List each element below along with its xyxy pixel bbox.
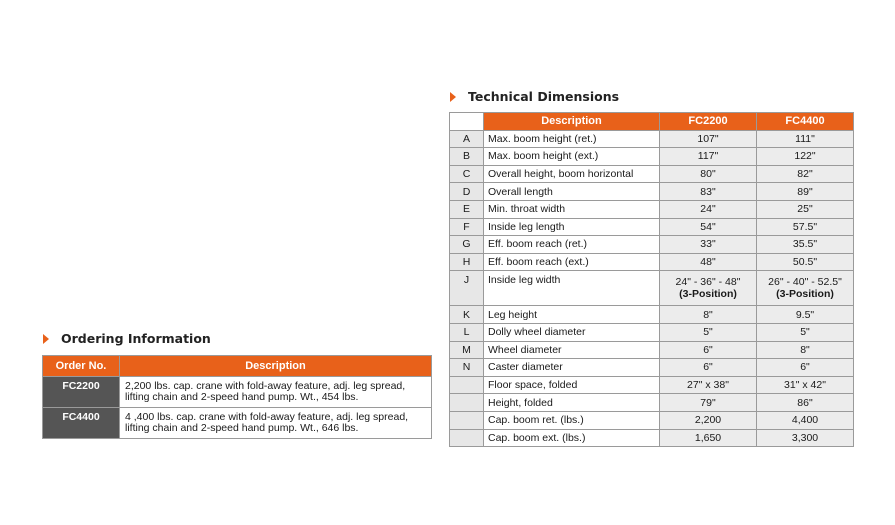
bullet-icon <box>43 334 49 344</box>
row-fc4400-value: 25" <box>757 200 854 218</box>
order-number: FC4400 <box>43 408 120 439</box>
table-row <box>450 200 854 218</box>
row-letter: D <box>450 183 484 201</box>
table-row <box>450 253 854 271</box>
row-fc4400-value: 3,300 <box>757 429 854 447</box>
row-fc2200-value: 54" <box>660 218 757 236</box>
row-description: Floor space, folded <box>484 376 660 394</box>
table-row <box>450 323 854 341</box>
header-fc4400: FC4400 <box>757 113 854 131</box>
row-fc4400-value: 4,400 <box>757 411 854 429</box>
row-letter: M <box>450 341 484 359</box>
order-number: FC2200 <box>43 377 120 408</box>
row-letter: A <box>450 130 484 148</box>
row-fc2200-value: 48" <box>660 253 757 271</box>
table-row <box>450 429 854 447</box>
table-row <box>450 148 854 166</box>
table-row <box>450 376 854 394</box>
row-description: Leg height <box>484 306 660 324</box>
row-fc2200-value: 6" <box>660 341 757 359</box>
row-description: Height, folded <box>484 394 660 412</box>
row-fc4400-value: 122" <box>757 148 854 166</box>
row-letter: K <box>450 306 484 324</box>
row-fc2200-value: 79" <box>660 394 757 412</box>
row-description: Wheel diameter <box>484 341 660 359</box>
row-fc4400-value: 89" <box>757 183 854 201</box>
row-fc4400-value: 6" <box>757 359 854 377</box>
technical-dimensions-table <box>449 112 854 447</box>
row-letter <box>450 394 484 412</box>
row-fc4400-value: 5" <box>757 323 854 341</box>
ordering-information-title: Ordering Information <box>61 331 211 346</box>
row-fc2200-value: 24" <box>660 200 757 218</box>
row-letter: N <box>450 359 484 377</box>
row-fc2200-value: 2,200 <box>660 411 757 429</box>
row-description: Cap. boom ext. (lbs.) <box>484 429 660 447</box>
technical-dimensions-body <box>450 130 854 447</box>
table-header-row <box>43 356 432 377</box>
row-fc4400-value: 8" <box>757 341 854 359</box>
row-description: Min. throat width <box>484 200 660 218</box>
row-fc2200-value: 117" <box>660 148 757 166</box>
row-fc2200-value: 80" <box>660 165 757 183</box>
row-fc2200-value: 8" <box>660 306 757 324</box>
row-fc4400-value <box>757 271 854 306</box>
ordering-information-table <box>42 355 432 439</box>
fc2200-position-note: (3-Position) <box>679 288 737 301</box>
table-row <box>450 165 854 183</box>
row-letter: L <box>450 323 484 341</box>
row-letter: G <box>450 236 484 254</box>
table-row <box>450 183 854 201</box>
row-fc2200-value <box>660 271 757 306</box>
table-row <box>450 306 854 324</box>
row-description: Inside leg width <box>484 271 660 306</box>
fc2200-leg-width: 24" - 36" - 48" <box>675 276 741 289</box>
row-description: Eff. boom reach (ret.) <box>484 236 660 254</box>
row-description: Dolly wheel diameter <box>484 323 660 341</box>
row-description: Eff. boom reach (ext.) <box>484 253 660 271</box>
row-letter: H <box>450 253 484 271</box>
row-fc4400-value: 31" x 42" <box>757 376 854 394</box>
row-description: Inside leg length <box>484 218 660 236</box>
row-letter: J <box>450 271 484 306</box>
header-order-no: Order No. <box>43 356 120 377</box>
row-fc4400-value: 82" <box>757 165 854 183</box>
row-letter: F <box>450 218 484 236</box>
row-letter <box>450 376 484 394</box>
table-row <box>450 394 854 412</box>
row-fc2200-value: 83" <box>660 183 757 201</box>
row-fc4400-value: 111" <box>757 130 854 148</box>
table-row <box>450 130 854 148</box>
row-letter <box>450 429 484 447</box>
table-row <box>450 218 854 236</box>
table-header-row <box>450 113 854 131</box>
fc4400-leg-width: 26" - 40" - 52.5" <box>768 276 842 289</box>
technical-dimensions-heading <box>450 89 619 104</box>
table-row <box>450 341 854 359</box>
row-letter: C <box>450 165 484 183</box>
row-letter: E <box>450 200 484 218</box>
table-row <box>450 359 854 377</box>
row-letter <box>450 411 484 429</box>
row-fc2200-value: 107" <box>660 130 757 148</box>
row-fc4400-value: 86" <box>757 394 854 412</box>
row-description: Overall length <box>484 183 660 201</box>
row-fc4400-value: 9.5" <box>757 306 854 324</box>
table-row <box>43 377 432 408</box>
bullet-icon <box>450 92 456 102</box>
table-row <box>450 411 854 429</box>
order-description: 4 ,400 lbs. cap. crane with fold-away feature, adj. leg spread, lifting chain and 2-speed hand pump. Wt., 646 lbs. <box>120 408 432 439</box>
row-description: Overall height, boom horizontal <box>484 165 660 183</box>
row-description: Max. boom height (ext.) <box>484 148 660 166</box>
header-fc2200: FC2200 <box>660 113 757 131</box>
row-fc4400-value: 57.5" <box>757 218 854 236</box>
row-fc2200-value: 1,650 <box>660 429 757 447</box>
header-letter <box>450 113 484 131</box>
fc4400-position-note: (3-Position) <box>776 288 834 301</box>
row-fc2200-value: 5" <box>660 323 757 341</box>
row-description: Cap. boom ret. (lbs.) <box>484 411 660 429</box>
technical-dimensions-title: Technical Dimensions <box>468 89 620 104</box>
row-fc2200-value: 6" <box>660 359 757 377</box>
header-description: Description <box>120 356 432 377</box>
row-description: Max. boom height (ret.) <box>484 130 660 148</box>
row-fc4400-value: 35.5" <box>757 236 854 254</box>
header-description: Description <box>484 113 660 131</box>
row-fc4400-value: 50.5" <box>757 253 854 271</box>
table-row <box>450 271 854 306</box>
table-row <box>43 408 432 439</box>
row-fc2200-value: 27" x 38" <box>660 376 757 394</box>
ordering-information-heading <box>43 331 211 346</box>
order-description: 2,200 lbs. cap. crane with fold-away feature, adj. leg spread, lifting chain and 2-speed hand pump. Wt., 454 lbs. <box>120 377 432 408</box>
row-letter: B <box>450 148 484 166</box>
row-description: Caster diameter <box>484 359 660 377</box>
table-row <box>450 236 854 254</box>
row-fc2200-value: 33" <box>660 236 757 254</box>
